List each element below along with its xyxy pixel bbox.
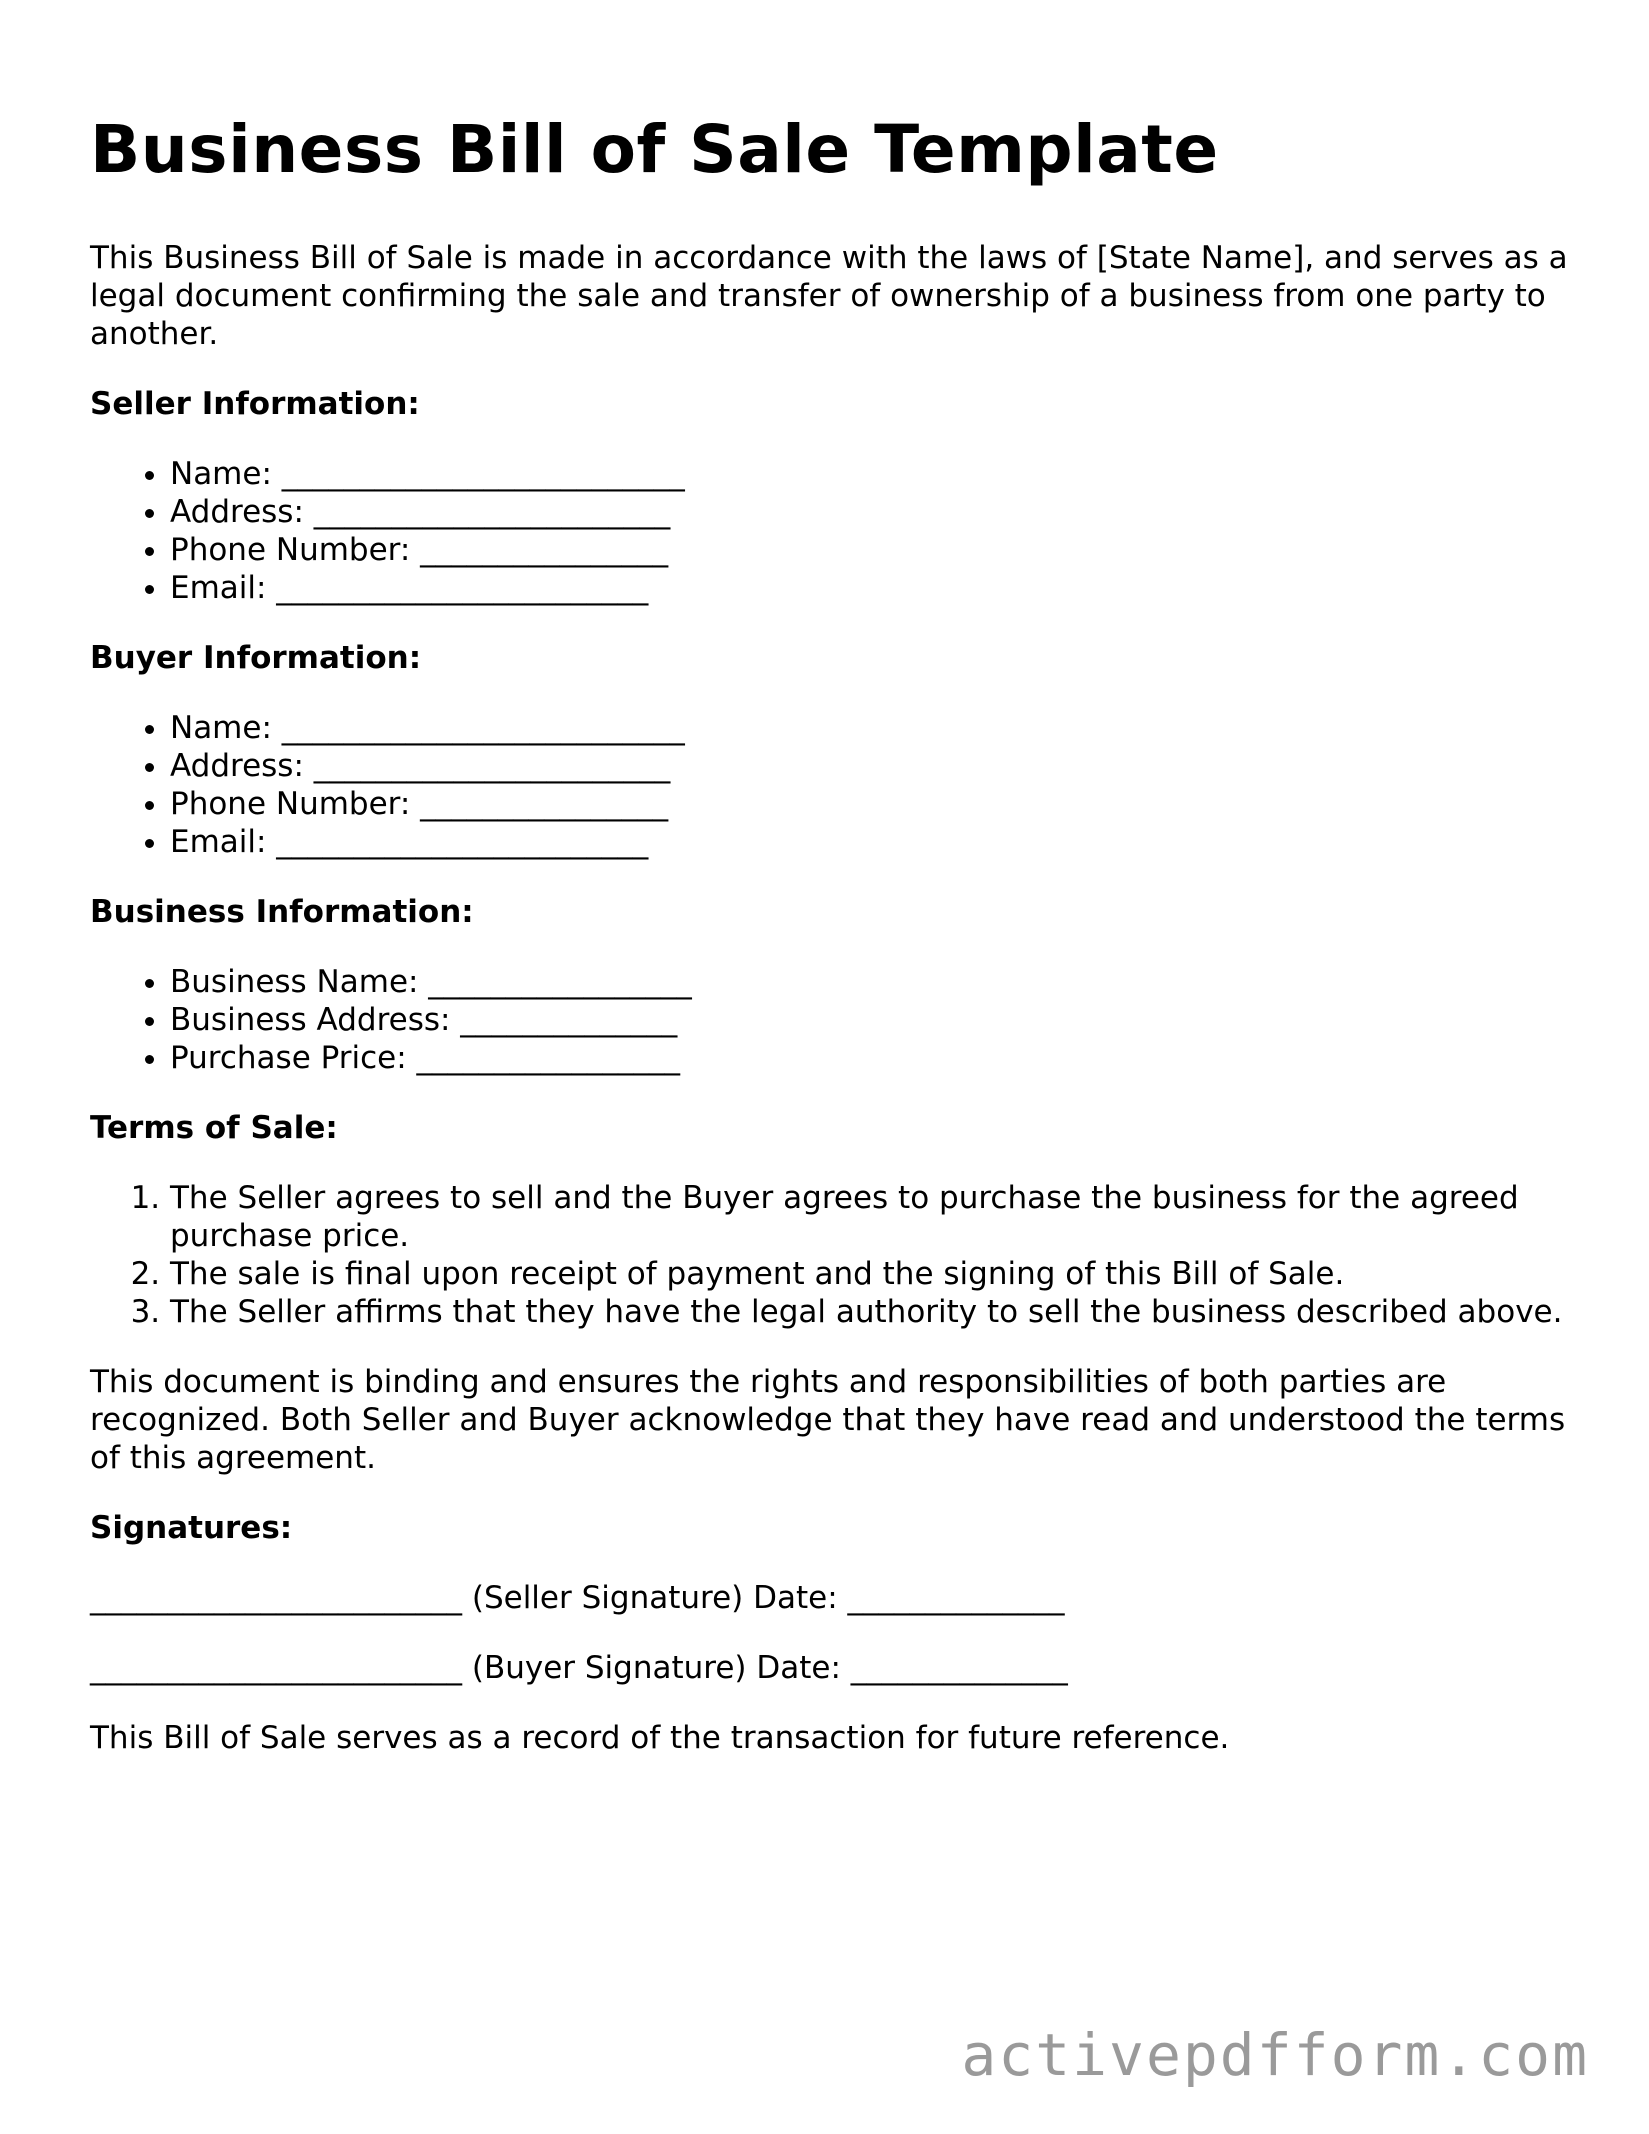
closing-paragraph: This Bill of Sale serves as a record of the transaction for future reference.: [90, 1720, 1230, 1757]
terms-list: [90, 1179, 1570, 1331]
seller-heading: Seller Information:: [90, 386, 420, 423]
seller-name-field: • Name: __________________________: [170, 455, 1570, 493]
buyer-phone-field: • Phone Number: ________________: [170, 785, 1570, 823]
seller-signature-line: ________________________ (Seller Signature) Date: ______________: [90, 1580, 1065, 1617]
intro-paragraph: This Business Bill of Sale is made in accordance with the laws of [State Name], and serves as a legal document confirming the sale and transfer of ownership of a business from one party to another.: [90, 240, 1568, 353]
seller-address-field: • Address: _______________________: [170, 493, 1570, 531]
business-fields-list: [90, 963, 1570, 1077]
term-item: 3. The Seller affirms that they have the legal authority to sell the business described above.: [170, 1293, 1570, 1331]
purchase-price-field: • Purchase Price: _________________: [170, 1039, 1570, 1077]
document-title: Business Bill of Sale Template: [90, 111, 1219, 188]
document-page: [90, 110, 1570, 1789]
buyer-signature-line: ________________________ (Buyer Signature) Date: ______________: [90, 1650, 1068, 1687]
buyer-address-field: • Address: _______________________: [170, 747, 1570, 785]
seller-email-field: • Email: ________________________: [170, 569, 1570, 607]
watermark-text: activepdfform.com: [961, 2021, 1589, 2089]
buyer-email-field: • Email: ________________________: [170, 823, 1570, 861]
buyer-fields-list: [90, 709, 1570, 861]
term-item: 1. The Seller agrees to sell and the Buyer agrees to purchase the business for the agreed purchase price.: [170, 1179, 1570, 1255]
buyer-heading: Buyer Information:: [90, 640, 422, 677]
signatures-heading: Signatures:: [90, 1510, 293, 1547]
terms-heading: Terms of Sale:: [90, 1110, 338, 1147]
buyer-name-field: • Name: __________________________: [170, 709, 1570, 747]
business-name-field: • Business Name: _________________: [170, 963, 1570, 1001]
binding-paragraph: This document is binding and ensures the rights and responsibilities of both parties are recognized. Both Seller and Buyer acknowledge that they have read and understood the terms of this agreement.: [90, 1364, 1566, 1477]
business-heading: Business Information:: [90, 894, 474, 931]
business-address-field: • Business Address: ______________: [170, 1001, 1570, 1039]
seller-fields-list: [90, 455, 1570, 607]
term-item: 2. The sale is final upon receipt of payment and the signing of this Bill of Sale.: [170, 1255, 1570, 1293]
seller-phone-field: • Phone Number: ________________: [170, 531, 1570, 569]
